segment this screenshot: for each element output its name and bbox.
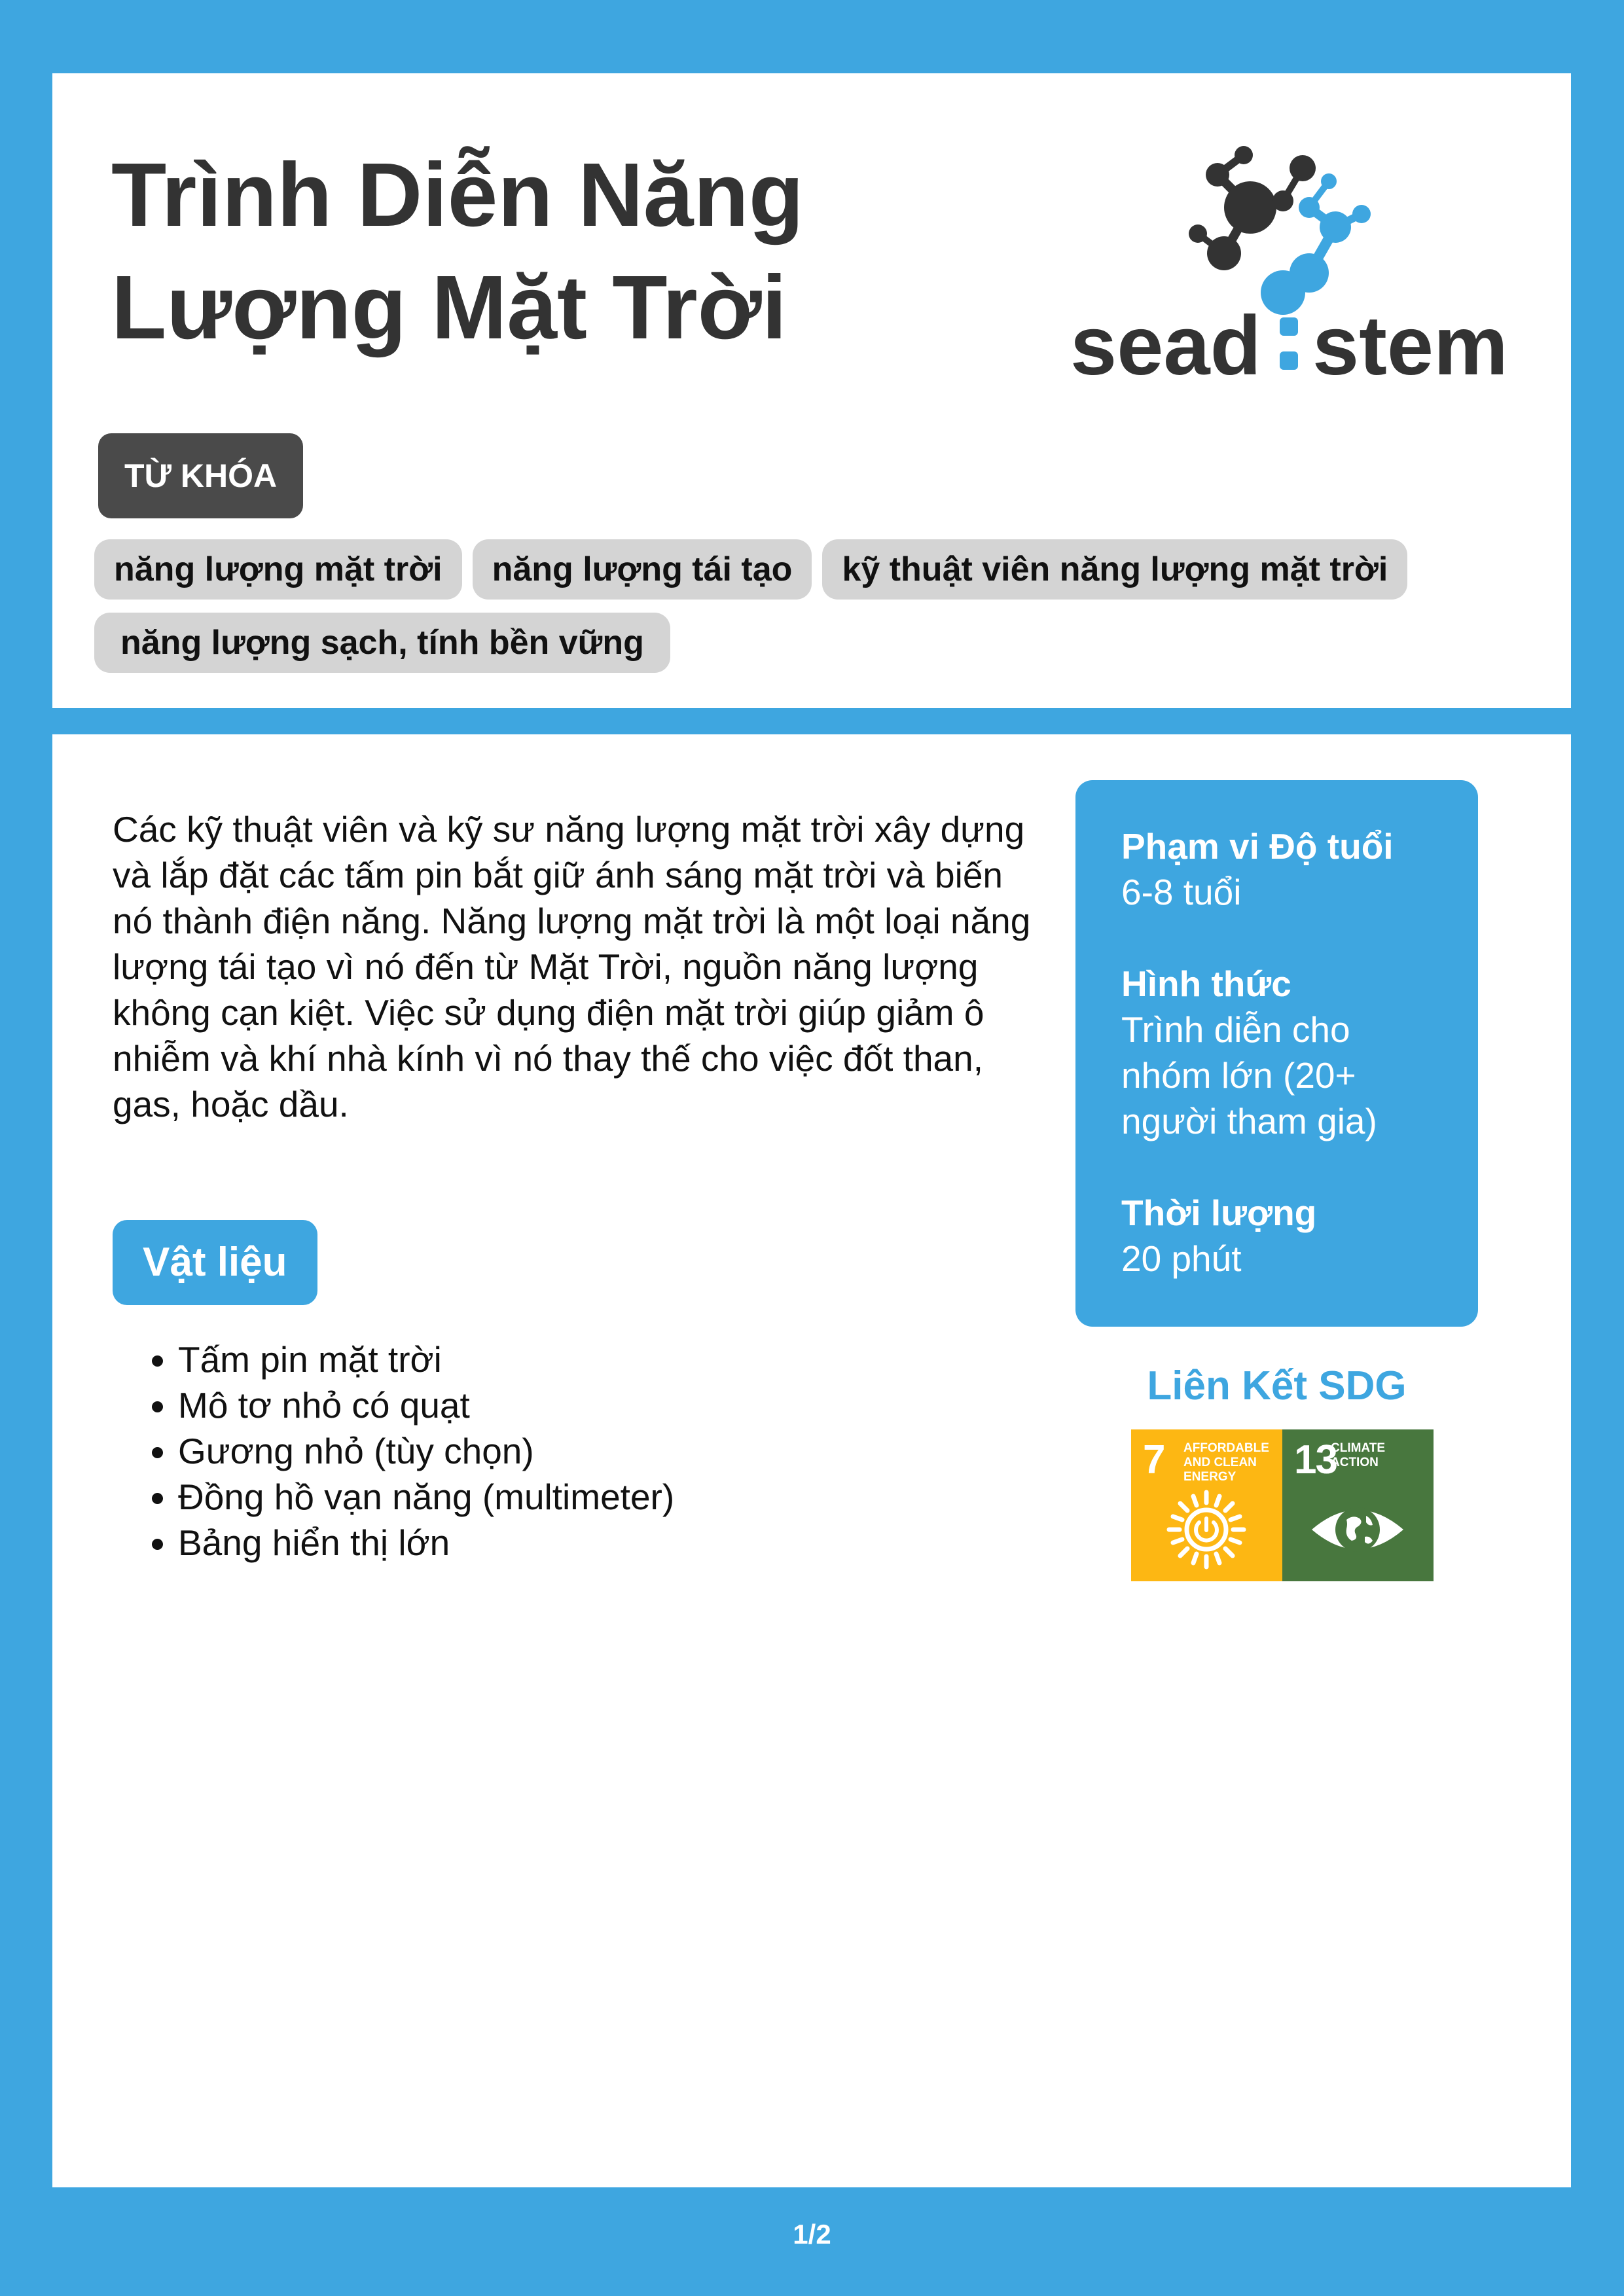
keyword-chip: năng lượng tái tạo: [473, 539, 812, 600]
page-title: [111, 139, 962, 364]
keyword-chip: kỹ thuật viên năng lượng mặt trời: [822, 539, 1407, 600]
duration-block: [1121, 1190, 1445, 1282]
page-number: 1/2: [793, 2219, 831, 2250]
sdg-7-number: 7: [1143, 1437, 1164, 1482]
sun-power-icon: [1157, 1487, 1255, 1572]
title-line-1: Trình Diễn Năng: [111, 145, 804, 245]
keywords-label: TỪ KHÓA: [98, 433, 303, 518]
title-line-2: Lượng Mặt Trời: [111, 257, 787, 358]
sdg-7-name: AFFORDABLE AND CLEAN ENERGY: [1183, 1441, 1269, 1484]
age-range-label: Phạm vi Độ tuổi: [1121, 826, 1394, 867]
header-panel: [52, 73, 1571, 708]
list-item: • Tấm pin mặt trời: [178, 1336, 674, 1382]
list-item: • Mô tơ nhỏ có quạt: [178, 1382, 674, 1428]
duration-label: Thời lượng: [1121, 1193, 1317, 1233]
list-item: • Bảng hiển thị lớn: [178, 1520, 674, 1566]
description-text: Các kỹ thuật viên và kỹ sư năng lượng mặt trời xây dựng và lắp đặt các tấm pin bắt giữ ánh sáng mặt trời và biến nó thành điện năng. Năng lượng mặt trời là một loại năng lượng tái tạo vì nó đến từ Mặt Trời, nguồn năng lượng không cạn kiệt. Việc sử dụng điện mặt trời giúp giảm ô nhiễm và khí nhà kính vì nó thay thế cho việc đốt than, gas, hoặc dầu.: [113, 809, 1031, 1124]
sdg-13-name: CLIMATE ACTION: [1331, 1441, 1386, 1469]
format-block: [1121, 961, 1445, 1144]
keyword-chip: năng lượng mặt trời: [94, 539, 462, 600]
sdg-tiles: [1131, 1429, 1434, 1581]
keyword-chips: [94, 539, 1534, 686]
age-range-block: [1121, 823, 1445, 915]
sdg-13-tile: [1282, 1429, 1434, 1581]
sdg-13-number: 13: [1294, 1437, 1337, 1482]
info-box: [1075, 780, 1478, 1327]
format-label: Hình thức: [1121, 963, 1291, 1004]
content-panel: [52, 734, 1571, 2187]
sdg-7-tile: [1131, 1429, 1282, 1581]
format-value: Trình diễn cho nhóm lớn (20+ người tham gia): [1121, 1009, 1377, 1141]
earth-eye-icon: [1308, 1487, 1407, 1572]
list-item: • Đồng hồ vạn năng (multimeter): [178, 1474, 674, 1520]
materials-list: [113, 1336, 674, 1566]
list-item: • Gương nhỏ (tùy chọn): [178, 1428, 674, 1474]
duration-value: 20 phút: [1121, 1238, 1242, 1279]
svg-text:stem: stem: [1312, 299, 1508, 384]
keyword-chip: năng lượng sạch, tính bền vững: [94, 613, 670, 673]
sead-stem-logo: [1067, 129, 1512, 384]
age-range-value: 6-8 tuổi: [1121, 872, 1242, 912]
materials-heading: Vật liệu: [113, 1220, 317, 1305]
svg-text:sead: sead: [1070, 299, 1261, 384]
sdg-heading: Liên Kết SDG: [1147, 1363, 1407, 1408]
